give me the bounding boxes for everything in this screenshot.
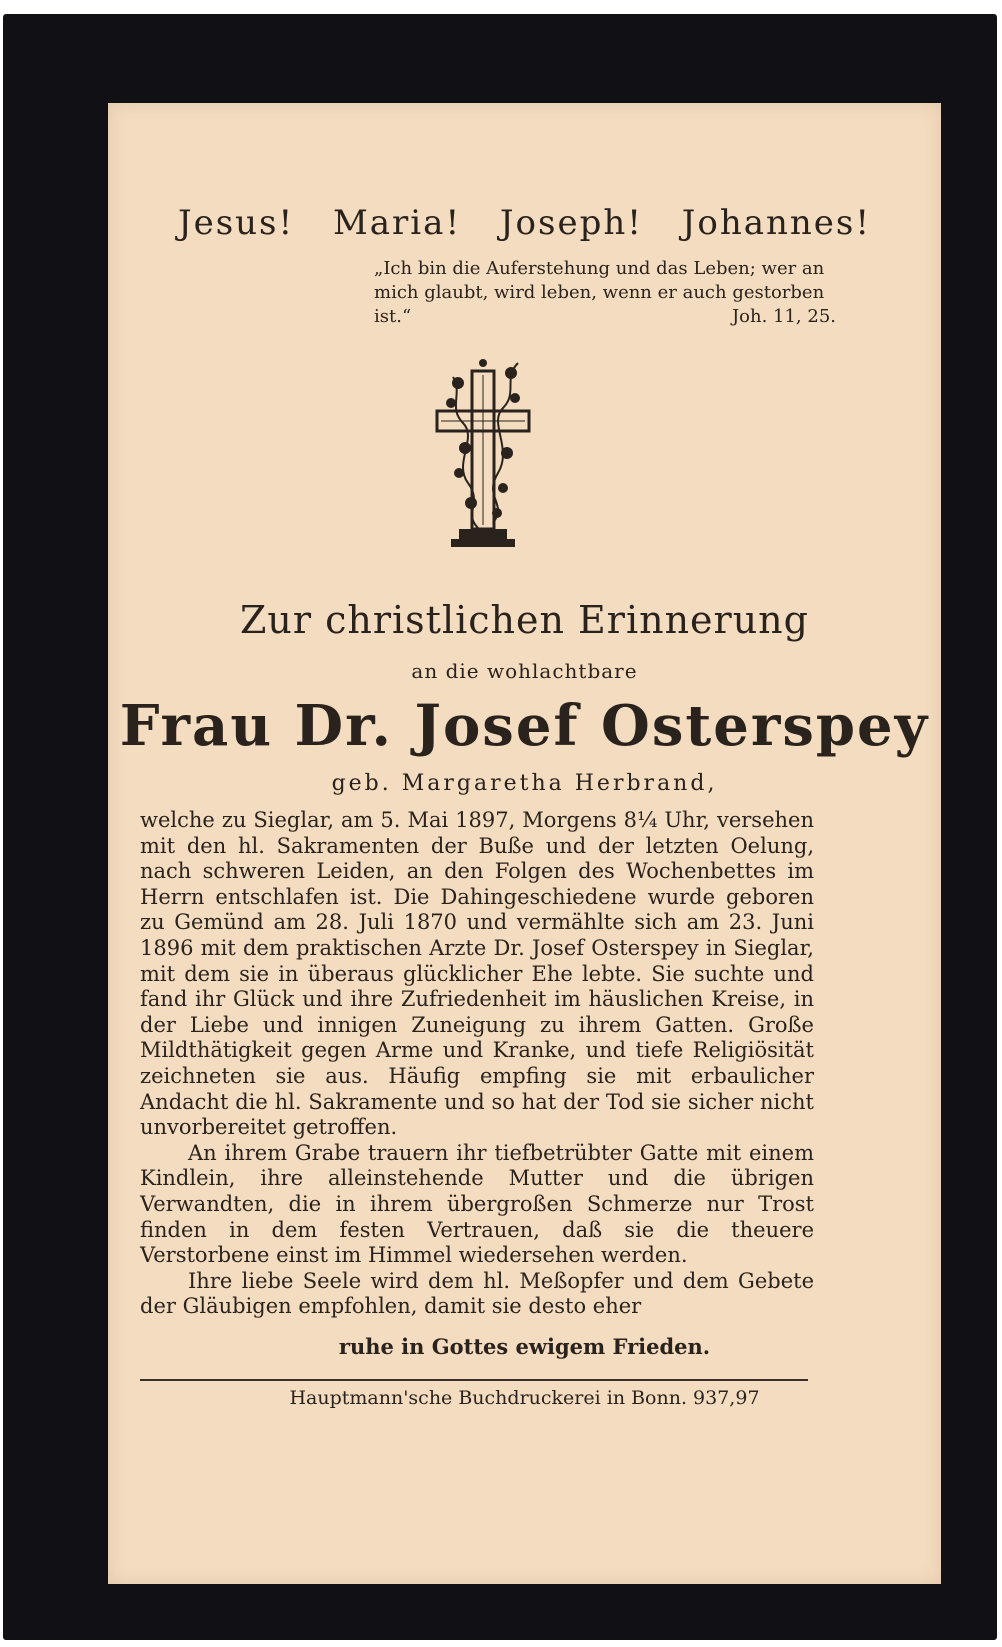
card-paper xyxy=(108,103,941,1584)
scripture-quote xyxy=(374,257,836,329)
obituary-paragraph: An ihrem Grabe trauern ihr tiefbetrübter Gatte mit einem Kindlein, ihre alleinstehende Mutter und die übrigen Verwandten, die in ihrem übergroßen Schmerze nur Trost finden in dem festen Vertrauen, daß sie die theuere Verstorbene einst im Himmel wiedersehen werden. xyxy=(140,1140,814,1268)
cross-with-ivy-icon xyxy=(423,353,543,553)
obituary-paragraph: welche zu Sieglar, am 5. Mai 1897, Morgens 8¼ Uhr, versehen mit den hl. Sakramenten der Buße und der letzten Oelung, nach schweren Leiden, an den Folgen des Wochenbettes im Herrn entschlafen ist. Die Dahingeschiedene wurde geboren zu Gemünd am 28. Juli 1870 und vermählte sich am 23. Juni 1896 mit dem praktischen Arzte Dr. Josef Osterspey in Sieglar, mit dem sie in überaus glücklicher Ehe lebte. Sie suchte und fand ihr Glück und ihre Zufriedenheit im häuslichen Kreise, in der Liebe und innigen Zuneigung zu ihrem Gatten. Große Mildthätigkeit gegen Arme und Kranke, und tiefe Religiösität zeichneten sie aus. Häufig empfing sie mit erbaulicher Andacht die hl. Sakramente und so hat der Tod sie sicher nicht unvorbereitet getroffen. xyxy=(140,808,814,1140)
closing-line: ruhe in Gottes ewigem Frieden. xyxy=(338,1334,711,1359)
divider xyxy=(140,1379,808,1381)
obituary-paragraph: Ihre liebe Seele wird dem hl. Meßopfer und dem Gebete der Gläubigen empfohlen, damit sie desto eher xyxy=(140,1268,814,1319)
remembrance-subtitle: an die wohlachtbare xyxy=(411,659,638,683)
printer-imprint: Hauptmann'sche Buchdruckerei in Bonn. 937,97 xyxy=(289,1387,760,1409)
maiden-name: geb. Margaretha Herbrand, xyxy=(331,771,718,796)
quote-text: „Ich bin die Auferstehung und das Leben; wer an mich glaubt, wird leben, wenn er auch gestorben ist.“ xyxy=(374,258,825,327)
deceased-name: Frau Dr. Josef Osterspey xyxy=(119,693,930,759)
obituary-text xyxy=(140,808,814,1320)
remembrance-title: Zur christlichen Erinnerung xyxy=(239,598,809,642)
quote-reference: Joh. 11, 25. xyxy=(731,306,836,327)
mourning-card-black-border xyxy=(3,14,997,1640)
invocation-heading: Jesus! Maria! Joseph! Johannes! xyxy=(177,203,872,243)
